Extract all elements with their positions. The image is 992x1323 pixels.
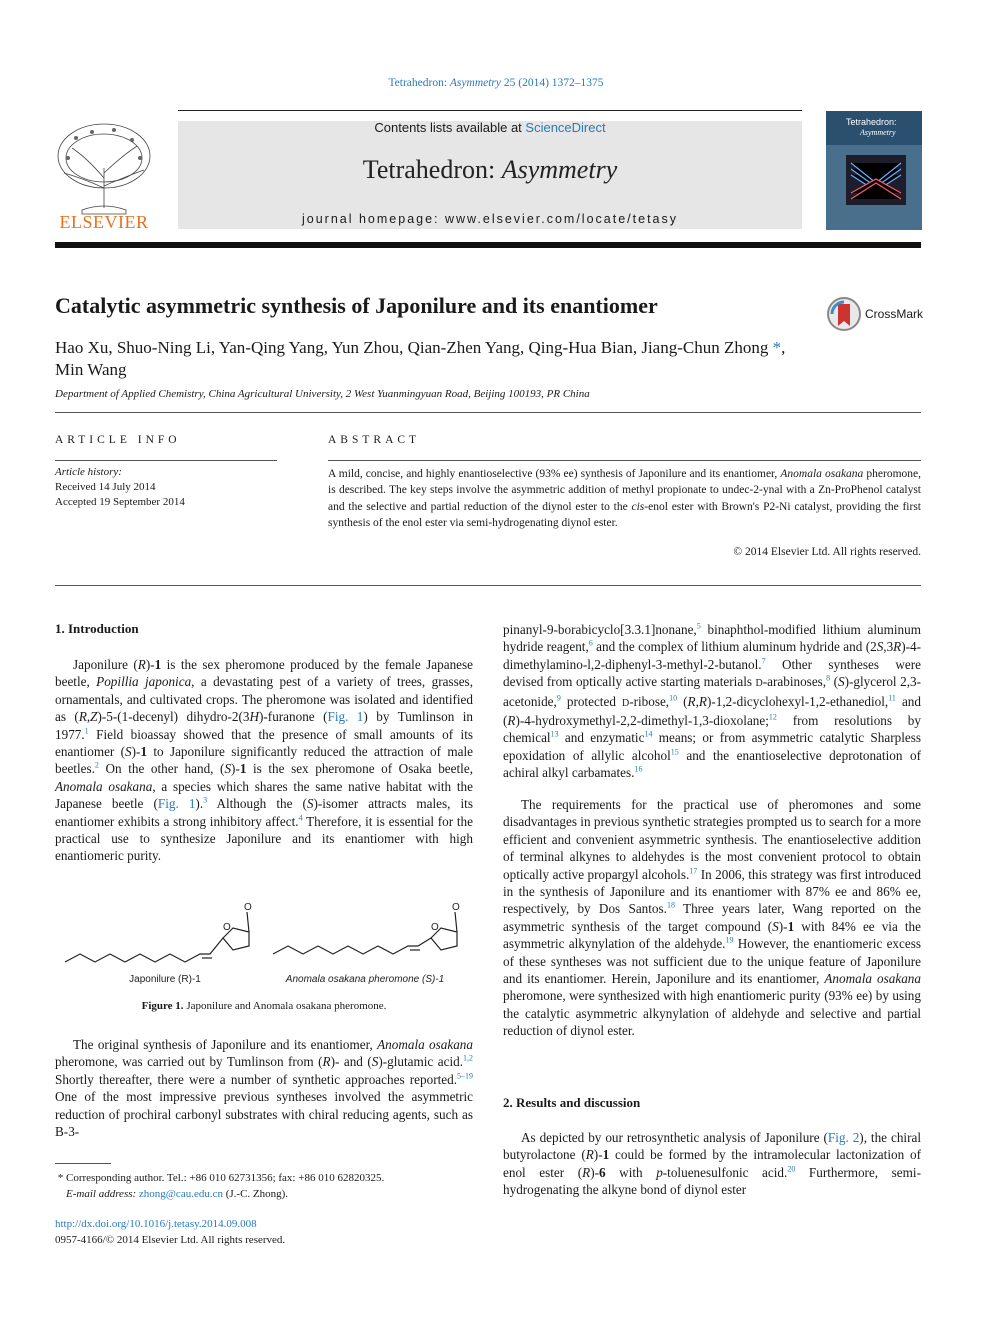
email-label: E-mail address: <box>66 1188 137 1200</box>
figure-caption <box>55 1000 473 1012</box>
osakana-carbonyl <box>455 912 457 932</box>
figure-1-structures <box>55 900 473 990</box>
japonilure-carbonyl <box>247 912 249 932</box>
doi-link[interactable]: http://dx.doi.org/10.1016/j.tetasy.2014.09.008 <box>55 1218 257 1230</box>
crossmark-label: CrossMark <box>865 307 924 321</box>
journal-homepage[interactable]: journal homepage: www.elsevier.com/locate/tetasy <box>301 212 678 226</box>
japonilure-chain <box>65 938 223 962</box>
footnote-rule <box>55 1163 111 1164</box>
journal-title: Tetrahedron: Asymmetry <box>362 155 618 184</box>
crossmark-badge[interactable] <box>826 296 936 336</box>
article-history <box>55 465 185 510</box>
abstract-copyright: © 2014 Elsevier Ltd. All rights reserved. <box>733 546 921 558</box>
figure-label-osakana: Anomala osakana pheromone (S)-1 <box>285 974 445 985</box>
article-info-label: ARTICLE INFO <box>55 434 181 446</box>
header-rule <box>178 110 802 111</box>
footnote: * Corresponding author. Tel.: +86 010 62731356; fax: +86 010 62820325. E-mail address: zhong@cau.edu.cn (J.-C. Zhong). <box>55 1172 385 1200</box>
figure-label-japonilure: Japonilure (R)-1 <box>129 974 201 985</box>
paper-title: Catalytic asymmetric synthesis of Japonilure and its enantiomer <box>55 293 658 318</box>
section-heading-introduction: 1. Introduction <box>55 621 139 636</box>
rule <box>55 585 921 586</box>
doi-block <box>55 1216 285 1248</box>
cover-subtitle: Asymmetry <box>860 128 896 137</box>
journal-cover <box>826 111 922 230</box>
contents-line: Contents lists available at ScienceDirect <box>374 120 606 135</box>
figure-caption-text: Japonilure and Anomala osakana pheromone. <box>186 1000 387 1012</box>
email-suffix: (J.-C. Zhong). <box>225 1188 289 1200</box>
carbonyl-oxygen-label: O <box>244 902 252 913</box>
header-thick-rule <box>55 242 921 248</box>
rule <box>55 412 921 413</box>
journal-citation[interactable]: Tetrahedron: Asymmetry 25 (2014) 1372–1375 <box>388 77 604 89</box>
accepted-date: Accepted 19 September 2014 <box>55 496 185 508</box>
cover-title: Tetrahedron: <box>846 117 897 127</box>
abstract-label: ABSTRACT <box>328 434 421 446</box>
crossmark-icon <box>826 296 862 332</box>
intro-paragraph-2-continued: pinanyl-9-borabicyclo[3.3.1]nonane,$^5$ binaphthol-modified lithium aluminum hydride reagent,$^6$ and the complex of lithium aluminum hydride and (2S,3R)-4-dimethylamino-l,2-diphenyl-3-methyl-2-butanol.$^7$ Other syntheses were devised from optically active starting materials D-arabinoses,$^8$ (S)-glycerol 2,3-acetonide,$^9$ protected D-ribose,$^{10}$ (R,R)-1,2-dicyclohexyl-1,2-ethanediol,$^{11}$ and (R)-4-hydroxymethyl-2,2-dimethyl-1,3-dioxolane;$^{12}$ from resolutions by chemical$^{13}$ and enzymatic$^{14}$ means; or from asymmetric catalytic Sharpless epoxidation of allylic alcohol$^{15}$ and the enantioselective deprotonation of achiral alkyl carbamates.$^{16}$ <box>503 621 922 781</box>
results-paragraph-1: As depicted by our retrosynthetic analysis of Japonilure (Fig. 2), the chiral butyrolactone (R)-1 could be formed by the intramolecular lactonization of enol ester (R)-6 with p-toluenesulfonic acid.$^{20}$ Furthermore, semi-hydrogenating the alkyne bond of diynol ester <box>503 1130 921 1198</box>
intro-paragraph-2: The original synthesis of Japonilure and its enantiomer, Anomala osakana pheromone, was carried out by Tumlinson from (R)- and (S)-glutamic acid.$^{1,2}$ Shortly thereafter, there were a number of synthetic approaches reported.$^{5-19}$ One of the most impressive previous syntheses involved the asymmetric reduction of prochiral carbonyl substrates with chiral reducing agents, such as B-3- <box>55 1037 473 1140</box>
authors-line-1: Hao Xu, Shuo-Ning Li, Yan-Qing Yang, Yun Zhou, Qian-Zhen Yang, Qing-Hua Bian, Jiang-Chun Zhong <box>55 338 769 357</box>
sciencedirect-link[interactable]: ScienceDirect <box>525 120 606 135</box>
authors-line-2: Min Wang <box>55 360 127 379</box>
osakana-chain <box>273 938 431 954</box>
email-link[interactable]: zhong@cau.edu.cn <box>138 1188 223 1200</box>
carbonyl-oxygen-label: O <box>452 902 460 913</box>
abstract-text: A mild, concise, and highly enantioselective (93% ee) synthesis of Japonilure and its enantiomer, Anomala osakana pheromone, is described. The key steps involve the asymmetric addition of methyl propionate to undec-2-ynal with a Zn-ProPhenol catalyst and the selective and partial reduction of the diynol ester to the cis-enol ester with Brown's P2-Ni catalyst, providing the first synthesis of the enol ester via semi-hydrogenating diynol ester. <box>328 468 922 529</box>
corresponding-author-note: Corresponding author. Tel.: +86 010 62731356; fax: +86 010 62820325. <box>66 1172 385 1184</box>
issn-line: 0957-4166/© 2014 Elsevier Ltd. All rights reserved. <box>55 1234 286 1246</box>
elsevier-wordmark: ELSEVIER <box>59 212 149 232</box>
intro-paragraph-1: Japonilure (R)-1 is the sex pheromone produced by the female Japanese beetle, Popillia japonica, a devastating pest of a variety of trees, grasses, ornamentals, and cultivated crops. The pheromone was isolated and identified as (R,Z)-5-(1-decenyl) dihydro-2(3H)-furanone (Fig. 1) by Tumlinson in 1977.$^1$ Field bioassay showed that the presence of small amounts of its enantiomer (S)-1 to Japonilure significantly reduced the attraction of male beetles.$^2$ On the other hand, (S)-1 is the sex pheromone of Osaka beetle, Anomala osakana, a species which shares the same native habitat with the Japanese beetle (Fig. 1).$^3$ Although the (S)-isomer attracts males, its enantiomer exhibits a strong inhibitory affect.$^4$ Therefore, it is essential for the practical use to synthesize Japonilure and its enantiomer with high enantiomeric purity. <box>55 657 474 864</box>
rule <box>328 460 921 461</box>
affiliation: Department of Applied Chemistry, China Agricultural University, 2 West Yuanmingyuan Road, Beijing 100193, PR China <box>55 388 590 400</box>
figure-caption-prefix: Figure 1. <box>141 1000 184 1012</box>
cover-art <box>846 155 906 205</box>
corresponding-author-mark[interactable]: * <box>772 338 782 357</box>
ring-oxygen-label: O <box>223 922 231 933</box>
intro-paragraph-3: The requirements for the practical use of pheromones and some disadvantages in previous synthetic strategies prompted us to search for a more efficient and convenient asymmetric synthesis. The enantioselective addition of terminal alkynes to aldehydes is the most convenient protocol to obtain optically active propargyl alcohols.$^{17}$ In 2006, this strategy was first introduced in the synthesis of Japonilure and its enantiomer with 87% ee and 86% ee, respectively, by Dos Santos.$^{18}$ Three years later, Wang reported on the asymmetric synthesis of the target compound (S)-1 with 84% ee via the asymmetric alkynylation of the aldehyde.$^{19}$ However, the enantiomeric excess of these syntheses was not sufficient due to the unique feature of Japonilure and its enantiomer. Herein, Japonilure and its enantiomer, Anomala osakana pheromone, were synthesized with high enantiomeric purity (93% ee) by using the catalytic asymmetric alkynylation of aldehyde and selective and partial reduction of diynol ester. <box>503 797 921 1039</box>
section-heading-results: 2. Results and discussion <box>503 1095 641 1110</box>
rule <box>55 460 277 461</box>
received-date: Received 14 July 2014 <box>55 481 156 493</box>
author-list: Hao Xu, Shuo-Ning Li, Yan-Qing Yang, Yun Zhou, Qian-Zhen Yang, Qing-Hua Bian, Jiang-Chun Zhong *, Min Wang <box>55 338 786 379</box>
history-label: Article history: <box>55 466 122 478</box>
ring-oxygen-label: O <box>431 922 439 933</box>
